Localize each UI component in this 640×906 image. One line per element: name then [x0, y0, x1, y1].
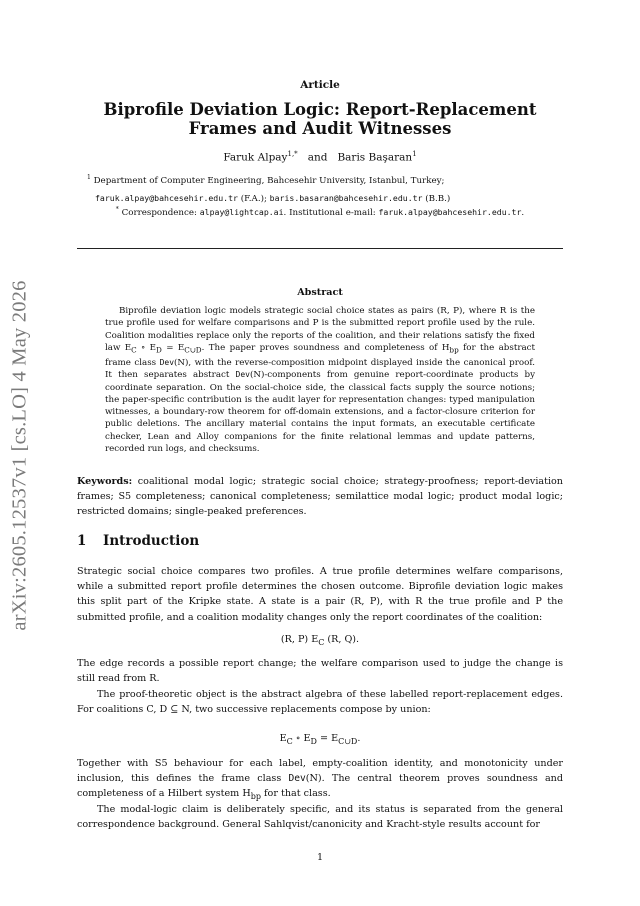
- article-type-label: Article: [300, 79, 340, 91]
- display-equation-1: [77, 634, 563, 647]
- abstract-sub: C∪D: [184, 345, 202, 355]
- title-line-2: Frames and Audit Witnesses: [188, 119, 452, 138]
- author-1-marks: 1,*: [287, 150, 298, 158]
- abstract-part: (N), with the reverse-composition midpoint displayed inside the canonical proof. It then separates abstract: [105, 357, 535, 381]
- eq-sub: C: [286, 736, 293, 746]
- section-number: 1: [77, 533, 87, 549]
- body-paragraph: The proof-theoretic object is the abstract algebra of these labelled report-replacement edges. For coalitions C, D ⊆ N, two successive replacements compose by union:: [77, 689, 563, 716]
- para-part: Together with S5 behaviour for each label, empty-coalition identity, and monotonicity under inclusion, this defines the frame class: [77, 758, 563, 785]
- eq-part: (R, Q).: [324, 634, 360, 645]
- para-part: for that class.: [260, 788, 331, 800]
- abstract-sub: D: [156, 345, 162, 355]
- abstract-heading: Abstract: [297, 287, 343, 298]
- abstract-part: (N)-components from genuine report-coordinate products by coordinate separation. On the social-choice side, the classical facts supply the source notions; the paper-specific contribution is the audit layer for representation changes: typed manipulation witnesses, a boundary-row theorem for off-domain extensions, and a factor-closure criterion for public deletions. The ancillary material contains the input formats, an executable certificate checker, Lean and Alloy companions for the finite relational lemmas and update patterns, recorded run logs, and checksums.: [105, 370, 535, 454]
- keywords-block: [77, 474, 563, 519]
- header-rule: [77, 248, 563, 249]
- correspondence-line: [77, 206, 563, 218]
- eq-part: ∘ E: [292, 733, 311, 744]
- affiliation-block: [87, 169, 557, 208]
- abstract-text: [105, 305, 535, 455]
- body-paragraph: [77, 756, 563, 805]
- author-2-marks: 1: [412, 150, 417, 158]
- abstract-sub: bp: [449, 345, 459, 355]
- abstract-part: = E: [161, 342, 185, 353]
- keywords-label: Keywords:: [77, 476, 133, 487]
- arxiv-sidebar-stamp: [4, 265, 36, 645]
- author-separator: and: [307, 151, 328, 164]
- keywords-text: coalitional modal logic; strategic social choice; strategy-proofness; report-deviation frames; S5 completeness; canonical completeness; semilattice modal logic; product modal logic; restricted domains; single-peaked preferences.: [77, 476, 563, 517]
- abstract-part: Biprofile deviation logic models strategic social choice states as pairs (R, P), where R is the true profile used for welfare comparisons and P is the submitted report profile used by the rule. Coalition modalities replace only the reports of the coalition, and their relations satisfy the fixed law E: [105, 306, 535, 353]
- affiliation-line: [87, 169, 557, 190]
- author-1: Faruk Alpay: [223, 151, 288, 164]
- author-2-email-tag: (B.B.): [425, 193, 451, 204]
- author-line: [77, 150, 563, 164]
- para-sub: bp: [250, 792, 261, 802]
- author-1-email[interactable]: faruk.alpay@bahcesehir.edu.tr: [95, 192, 238, 203]
- correspondence-end: .: [521, 207, 525, 218]
- eq-part: .: [357, 733, 361, 744]
- correspondence-mark: *: [115, 206, 119, 213]
- title-line-1: Biprofile Deviation Logic: Report-Replacement: [103, 100, 537, 119]
- abstract-sub: C: [131, 345, 137, 355]
- eq-part: = E: [316, 733, 339, 744]
- body-paragraph: The edge records a possible report change; the welfare comparison used to judge the change is still read from R.: [77, 658, 563, 685]
- section-heading: [77, 533, 563, 549]
- eq-sub: C: [318, 637, 325, 647]
- author-2: Baris Başaran: [337, 151, 413, 164]
- section-title: Introduction: [103, 533, 200, 549]
- author-1-email-tag: (F.A.);: [240, 193, 267, 204]
- eq-sub: D: [310, 736, 317, 746]
- dev-symbol: Dev: [235, 370, 250, 380]
- paper-title: [77, 100, 563, 138]
- eq-part: (R, P) E: [280, 634, 319, 645]
- affiliation-department: Department of Computer Engineering, Bahcesehir University, Istanbul, Turkey;: [93, 175, 445, 186]
- abstract-part: . The paper proves soundness and completeness of H: [201, 342, 450, 353]
- institutional-email-label: . Institutional e-mail:: [283, 207, 376, 218]
- display-equation-2: [77, 733, 563, 746]
- para-part: (N). The central theorem proves soundness and completeness of a Hilbert system H: [77, 773, 563, 800]
- eq-sub: C∪D: [338, 736, 358, 746]
- affiliation-mark: 1: [87, 174, 91, 181]
- arxiv-identifier: arXiv:2605.12537v1 [cs.LO] 4 May 2026: [8, 279, 31, 631]
- body-paragraph: Strategic social choice compares two profiles. A true profile determines welfare comparisons, while a submitted report profile determines the chosen outcome. Biprofile deviation logic makes this split part of the Kripke state. A state is a pair (R, P), with R the true profile and P the submitted profile, and a coalition modality changes only the report coordinates of the coalition:: [77, 566, 563, 623]
- abstract-part: for the abstract frame class: [105, 342, 536, 368]
- dev-symbol: Dev: [159, 357, 175, 367]
- abstract-part: ∘ E: [136, 342, 156, 353]
- body-paragraph: The modal-logic claim is deliberately specific, and its status is separated from the general correspondence background. General Sahlqvist/canonicity and Kracht-style results account for: [77, 804, 563, 831]
- dev-symbol: Dev: [288, 773, 306, 785]
- page-number: 1: [316, 852, 324, 863]
- correspondence-label: Correspondence:: [121, 207, 197, 218]
- correspondence-email[interactable]: alpay@lightcap.ai: [199, 206, 284, 217]
- institutional-email[interactable]: faruk.alpay@bahcesehir.edu.tr: [378, 206, 522, 217]
- author-2-email[interactable]: baris.basaran@bahcesehir.edu.tr: [269, 192, 423, 203]
- eq-part: E: [279, 733, 287, 744]
